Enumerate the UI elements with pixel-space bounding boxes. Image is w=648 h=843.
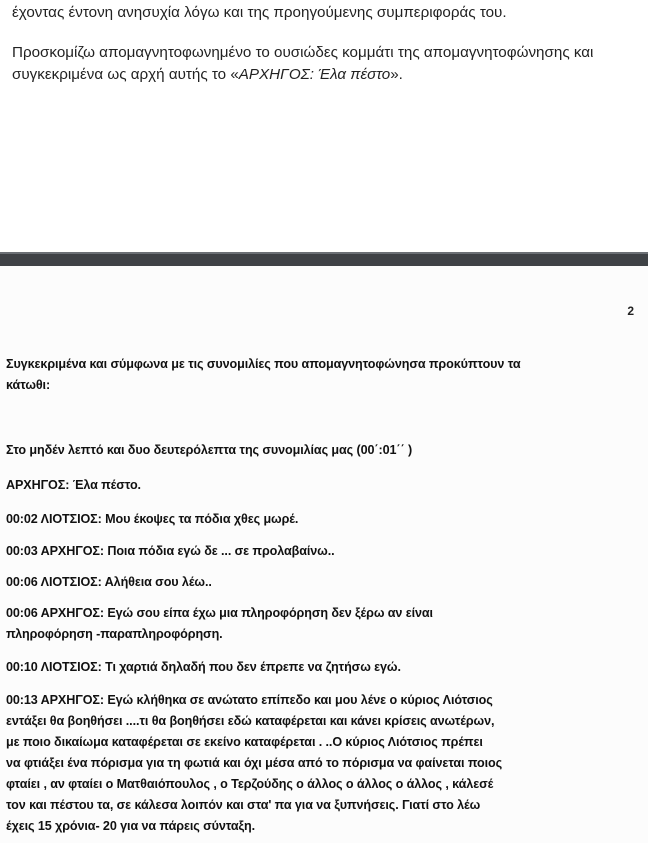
intro-line-2: κάτωθι: [6,378,51,392]
dialogue-line: 00:06 ΛΙΟΤΣΙΟΣ: Αλήθεια σου λέω.. [6,575,212,589]
text-line: έχοντας έντονη ανησυχία λόγω και της προηγούμενης συμπεριφοράς του. [12,4,507,21]
intro-line-1: Συγκεκριμένα και σύμφωνα με τις συνομιλίες που απομαγνητοφώνησα προκύπτουν τα [6,357,521,371]
dialogue-line: με ποιο δικαίωμα καταφέρεται σε εκείνο καταφέρεται . ..Ο κύριος Λιότσιος πρέπει [6,735,483,749]
document-page-1 [0,0,648,252]
dialogue-line: πληροφόρηση -παραπληροφόρηση. [6,627,223,641]
timestamp-line: Στο μηδέν λεπτό και δυο δευτερόλεπτα της συνομιλίας μας (00΄:01΄΄ ) [6,443,413,457]
dialogue-line: 00:06 ΑΡΧΗΓΟΣ: Εγώ σου είπα έχω μια πληροφόρηση δεν ξέρω αν είναι [6,606,433,620]
page-separator [0,252,648,266]
dialogue-line: ΑΡΧΗΓΟΣ: Έλα πέστο. [6,478,141,492]
dialogue-line: 00:13 ΑΡΧΗΓΟΣ: Εγώ κλήθηκα σε ανώτατο επίπεδο και μου λένε ο κύριος Λιότσιος [6,693,493,707]
paragraph-concern [12,2,642,24]
dialogue-line: 00:02 ΛΙΟΤΣΙΟΣ: Μου έκοψες τα πόδια χθες μωρέ. [6,512,299,526]
paragraph-transcript-intro [12,42,642,86]
dialogue-line: έχεις 15 χρόνια- 20 για να πάρεις σύνταξη. [6,819,256,833]
dialogue-line: εντάξει θα βοηθήσει ....τι θα βοηθήσει εδώ καταφέρεται και κάνει κρίσεις ανωτέρων, [6,714,495,728]
text-line: ». [390,66,403,83]
dialogue-line: 00:10 ΛΙΟΤΣΙΟΣ: Τι χαρτιά δηλαδή που δεν έπρεπε να ζητήσω εγώ. [6,660,401,674]
dialogue-line: να φτιάξει ένα πόρισμα για τη φωτιά και όχι μέσα από το πόρισμα να φαίνεται ποιος [6,756,503,770]
dialogue-line: φταίει , αν φταίει ο Ματθαιόπουλος , ο Τερζούδης ο άλλος ο άλλος ο άλλος , κάλεσέ [6,777,494,791]
text-line: συγκεκριμένα ως αρχή αυτής το « [12,66,239,83]
dialogue-line: τον και πέστου τα, σε κάλεσα λοιπόν και στα' πα για να ξυπνήσεις. Γιατί στο λέω [6,798,481,812]
page-number: 2 [627,304,634,318]
dialogue-line: 00:03 ΑΡΧΗΓΟΣ: Ποια πόδια εγώ δε ... σε προλαβαίνω.. [6,544,335,558]
italic-quote: ΑΡΧΗΓΟΣ: Έλα πέστο [238,66,391,83]
text-line: Προσκομίζω απομαγνητοφωνημένο το ουσιώδες κομμάτι της απομαγνητοφώνησης και [12,44,594,61]
